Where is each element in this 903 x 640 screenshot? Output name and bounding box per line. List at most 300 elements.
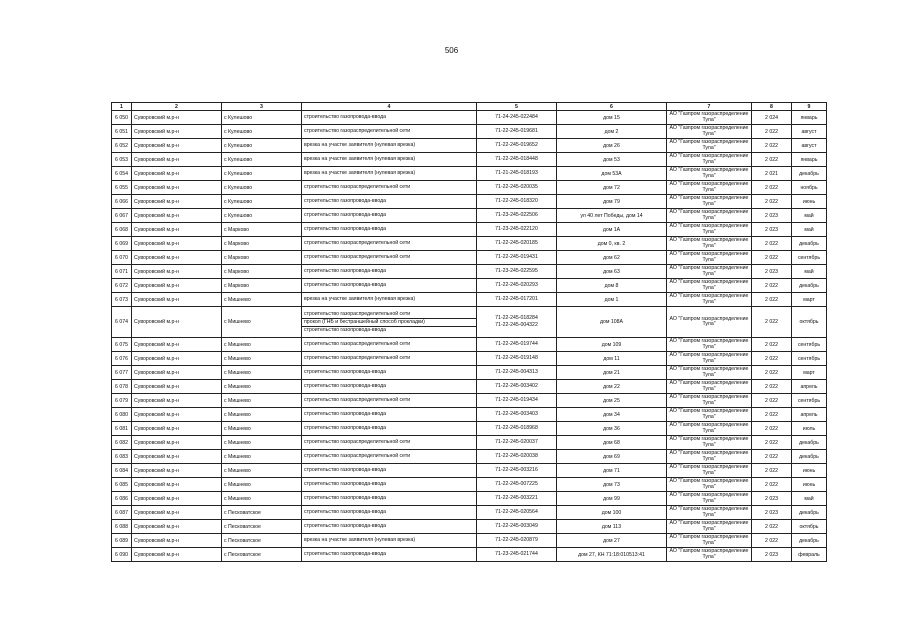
- address-cell: дом 63: [557, 265, 667, 279]
- code-cell: [477, 307, 557, 338]
- works-cell: [302, 338, 477, 352]
- works-cell: [302, 366, 477, 380]
- year-cell: 2 022: [752, 380, 792, 394]
- row-number: 6 086: [112, 492, 132, 506]
- table-row: [112, 478, 827, 492]
- settlement-cell: с Мишнево: [222, 436, 302, 450]
- month-cell: август: [792, 139, 827, 153]
- code-cell: [477, 237, 557, 251]
- row-number: 6 077: [112, 366, 132, 380]
- code-item: 71-22-245-020564: [495, 509, 538, 515]
- address-cell: дом 53А: [557, 167, 667, 181]
- code-item: 71-22-245-018448: [495, 156, 538, 162]
- year-cell: 2 022: [752, 307, 792, 338]
- address-cell: дом 34: [557, 408, 667, 422]
- year-cell: 2 022: [752, 422, 792, 436]
- year-cell: 2 023: [752, 223, 792, 237]
- settlement-cell: с Мишнево: [222, 293, 302, 307]
- address-cell: ул 40 лет Победы, дом 14: [557, 209, 667, 223]
- works-cell: [302, 408, 477, 422]
- code-item: 71-22-245-003221: [495, 495, 538, 501]
- year-cell: 2 023: [752, 492, 792, 506]
- row-number: 6 068: [112, 223, 132, 237]
- settlement-cell: с Мишнево: [222, 338, 302, 352]
- org-cell: АО "Газпром газораспределение Тула": [667, 251, 752, 265]
- code-cell: [477, 139, 557, 153]
- work-item: строительство газопровода-ввода: [304, 467, 387, 473]
- work-item: строительство газопровода-ввода: [304, 114, 387, 120]
- org-cell: АО "Газпром газораспределение Тула": [667, 125, 752, 139]
- address-cell: дом 11: [557, 352, 667, 366]
- address-cell: дом 1: [557, 293, 667, 307]
- table-row: [112, 251, 827, 265]
- district-cell: Суворовский м.р-н: [132, 450, 222, 464]
- year-cell: 2 022: [752, 450, 792, 464]
- month-cell: декабрь: [792, 436, 827, 450]
- district-cell: Суворовский м.р-н: [132, 111, 222, 125]
- code-cell: [477, 436, 557, 450]
- work-item: строительство газопровода-ввода: [304, 523, 387, 529]
- row-number: 6 071: [112, 265, 132, 279]
- code-item: 71-22-245-017201: [495, 296, 538, 302]
- district-cell: Суворовский м.р-н: [132, 153, 222, 167]
- settlement-cell: с Мишнево: [222, 450, 302, 464]
- code-item: 71-22-245-018968: [495, 425, 538, 431]
- table-row: [112, 223, 827, 237]
- table-row: [112, 209, 827, 223]
- month-cell: апрель: [792, 408, 827, 422]
- code-cell: [477, 534, 557, 548]
- code-item: 71-22-245-003049: [495, 523, 538, 529]
- works-cell: [302, 167, 477, 181]
- settlement-cell: с Песковатское: [222, 520, 302, 534]
- works-cell: [302, 422, 477, 436]
- row-number: 6 079: [112, 394, 132, 408]
- table-row: [112, 111, 827, 125]
- month-cell: май: [792, 223, 827, 237]
- district-cell: Суворовский м.р-н: [132, 125, 222, 139]
- code-item: 71-22-245-004313: [495, 369, 538, 375]
- works-cell: [302, 380, 477, 394]
- row-number: 6 084: [112, 464, 132, 478]
- code-item: 71-24-245-022484: [495, 114, 538, 120]
- settlement-cell: с Мишнево: [222, 366, 302, 380]
- district-cell: Суворовский м.р-н: [132, 338, 222, 352]
- district-cell: Суворовский м.р-н: [132, 366, 222, 380]
- address-cell: дом 109: [557, 338, 667, 352]
- year-cell: 2 022: [752, 520, 792, 534]
- code-cell: [477, 408, 557, 422]
- org-cell: АО "Газпром газораспределение Тула": [667, 307, 752, 338]
- row-number: 6 076: [112, 352, 132, 366]
- code-item: 71-22-245-019652: [495, 142, 538, 148]
- settlement-cell: с Мишнево: [222, 307, 302, 338]
- year-cell: 2 022: [752, 338, 792, 352]
- address-cell: дом 0, кв. 2: [557, 237, 667, 251]
- month-cell: июнь: [792, 478, 827, 492]
- works-cell: [302, 223, 477, 237]
- settlement-cell: с Марково: [222, 251, 302, 265]
- table-row: [112, 307, 827, 338]
- code-cell: [477, 209, 557, 223]
- district-cell: Суворовский м.р-н: [132, 279, 222, 293]
- address-cell: дом 36: [557, 422, 667, 436]
- address-cell: дом 69: [557, 450, 667, 464]
- table-row: [112, 181, 827, 195]
- org-cell: АО "Газпром газораспределение Тула": [667, 548, 752, 562]
- works-cell: [302, 237, 477, 251]
- district-cell: Суворовский м.р-н: [132, 265, 222, 279]
- year-cell: 2 022: [752, 293, 792, 307]
- row-number: 6 082: [112, 436, 132, 450]
- year-cell: 2 022: [752, 237, 792, 251]
- row-number: 6 078: [112, 380, 132, 394]
- work-item: строительство газопровода-ввода: [304, 326, 387, 333]
- work-item: строительство газопровода-ввода: [304, 282, 387, 288]
- org-cell: АО "Газпром газораспределение Тула": [667, 506, 752, 520]
- row-number: 6 073: [112, 293, 132, 307]
- settlement-cell: с Кулешово: [222, 153, 302, 167]
- table-row: [112, 450, 827, 464]
- settlement-cell: с Марково: [222, 265, 302, 279]
- works-cell: [302, 195, 477, 209]
- district-cell: Суворовский м.р-н: [132, 293, 222, 307]
- works-cell: [302, 153, 477, 167]
- table-row: [112, 293, 827, 307]
- code-cell: [477, 195, 557, 209]
- work-item: строительство газораспределительной сети: [304, 439, 411, 445]
- row-number: 6 054: [112, 167, 132, 181]
- district-cell: Суворовский м.р-н: [132, 139, 222, 153]
- code-cell: [477, 279, 557, 293]
- year-cell: 2 022: [752, 125, 792, 139]
- table-row: [112, 534, 827, 548]
- row-number: 6 075: [112, 338, 132, 352]
- month-cell: декабрь: [792, 450, 827, 464]
- year-cell: 2 022: [752, 139, 792, 153]
- work-item: строительство газопровода-ввода: [304, 481, 387, 487]
- code-cell: [477, 223, 557, 237]
- table-row: [112, 139, 827, 153]
- code-item: 71-22-245-020038: [495, 453, 538, 459]
- row-number: 6 089: [112, 534, 132, 548]
- code-item: 71-22-245-019434: [495, 397, 538, 403]
- row-number: 6 083: [112, 450, 132, 464]
- works-cell: [302, 534, 477, 548]
- district-cell: Суворовский м.р-н: [132, 380, 222, 394]
- code-cell: [477, 251, 557, 265]
- code-item: 71-23-245-022506: [495, 212, 538, 218]
- works-cell: [302, 265, 477, 279]
- month-cell: декабрь: [792, 279, 827, 293]
- code-cell: [477, 380, 557, 394]
- works-cell: [302, 506, 477, 520]
- district-cell: Суворовский м.р-н: [132, 181, 222, 195]
- code-item: 71-22-245-020037: [495, 439, 538, 445]
- address-cell: дом 62: [557, 251, 667, 265]
- month-cell: май: [792, 209, 827, 223]
- table-row: [112, 492, 827, 506]
- district-cell: Суворовский м.р-н: [132, 307, 222, 338]
- month-cell: декабрь: [792, 506, 827, 520]
- row-number: 6 087: [112, 506, 132, 520]
- org-cell: АО "Газпром газораспределение Тула": [667, 366, 752, 380]
- table-row: [112, 338, 827, 352]
- year-cell: 2 022: [752, 195, 792, 209]
- code-cell: [477, 492, 557, 506]
- month-cell: ноябрь: [792, 181, 827, 195]
- year-cell: 2 022: [752, 464, 792, 478]
- year-cell: 2 022: [752, 534, 792, 548]
- settlement-cell: с Песковатское: [222, 506, 302, 520]
- row-number: 6 066: [112, 195, 132, 209]
- settlement-cell: с Мишнево: [222, 492, 302, 506]
- org-cell: АО "Газпром газораспределение Тула": [667, 338, 752, 352]
- table-row: [112, 408, 827, 422]
- address-cell: дом 22: [557, 380, 667, 394]
- month-cell: сентябрь: [792, 338, 827, 352]
- year-cell: 2 023: [752, 548, 792, 562]
- settlement-cell: с Кулешово: [222, 139, 302, 153]
- settlement-cell: с Кулешово: [222, 111, 302, 125]
- work-item: строительство газораспределительной сети: [304, 341, 411, 347]
- row-number: 6 067: [112, 209, 132, 223]
- code-cell: [477, 548, 557, 562]
- work-item: строительство газораспределительной сети: [304, 397, 411, 403]
- org-cell: АО "Газпром газораспределение Тула": [667, 237, 752, 251]
- row-number: 6 080: [112, 408, 132, 422]
- address-cell: дом 113: [557, 520, 667, 534]
- table-row: [112, 548, 827, 562]
- works-cell: [302, 464, 477, 478]
- year-cell: 2 023: [752, 265, 792, 279]
- row-number: 6 088: [112, 520, 132, 534]
- month-cell: сентябрь: [792, 352, 827, 366]
- year-cell: 2 022: [752, 181, 792, 195]
- address-cell: дом 1А: [557, 223, 667, 237]
- org-cell: АО "Газпром газораспределение Тула": [667, 450, 752, 464]
- year-cell: 2 022: [752, 436, 792, 450]
- row-number: 6 069: [112, 237, 132, 251]
- table-row: [112, 506, 827, 520]
- district-cell: Суворовский м.р-н: [132, 394, 222, 408]
- settlement-cell: с Мишнево: [222, 408, 302, 422]
- year-cell: 2 022: [752, 352, 792, 366]
- year-cell: 2 022: [752, 408, 792, 422]
- month-cell: октябрь: [792, 520, 827, 534]
- works-cell: [302, 520, 477, 534]
- month-cell: январь: [792, 111, 827, 125]
- works-cell: [302, 436, 477, 450]
- row-number: 6 050: [112, 111, 132, 125]
- address-cell: дом 108А: [557, 307, 667, 338]
- work-item: врезка на участке заявителя (нулевая врезка): [304, 156, 416, 162]
- code-cell: [477, 352, 557, 366]
- settlement-cell: с Мишнево: [222, 422, 302, 436]
- table-row: [112, 380, 827, 394]
- district-cell: Суворовский м.р-н: [132, 534, 222, 548]
- district-cell: Суворовский м.р-н: [132, 223, 222, 237]
- address-cell: дом 26: [557, 139, 667, 153]
- work-item: строительство газораспределительной сети: [304, 254, 411, 260]
- row-number: 6 072: [112, 279, 132, 293]
- settlement-cell: с Кулешово: [222, 125, 302, 139]
- month-cell: сентябрь: [792, 251, 827, 265]
- col-header-6: 6: [557, 103, 667, 111]
- month-cell: декабрь: [792, 237, 827, 251]
- org-cell: АО "Газпром газораспределение Тула": [667, 492, 752, 506]
- code-cell: [477, 520, 557, 534]
- settlement-cell: с Марково: [222, 223, 302, 237]
- code-item: 71-22-245-019148: [495, 355, 538, 361]
- work-item: строительство газопровода-ввода: [304, 551, 387, 557]
- year-cell: 2 022: [752, 394, 792, 408]
- month-cell: март: [792, 366, 827, 380]
- row-number: 6 085: [112, 478, 132, 492]
- table-row: [112, 167, 827, 181]
- table-row: [112, 237, 827, 251]
- org-cell: АО "Газпром газораспределение Тула": [667, 167, 752, 181]
- settlement-cell: с Мишнево: [222, 380, 302, 394]
- works-cell: [302, 352, 477, 366]
- address-cell: дом 100: [557, 506, 667, 520]
- code-cell: [477, 111, 557, 125]
- code-item: 71-22-245-020293: [495, 282, 538, 288]
- table-row: [112, 153, 827, 167]
- district-cell: Суворовский м.р-н: [132, 352, 222, 366]
- year-cell: 2 023: [752, 209, 792, 223]
- year-cell: 2 024: [752, 111, 792, 125]
- table-row: [112, 464, 827, 478]
- district-cell: Суворовский м.р-н: [132, 209, 222, 223]
- code-cell: [477, 293, 557, 307]
- month-cell: май: [792, 492, 827, 506]
- work-item: врезка на участке заявителя (нулевая врезка): [304, 170, 416, 176]
- table-row: [112, 195, 827, 209]
- work-item: строительство газопровода-ввода: [304, 411, 387, 417]
- col-header-9: 9: [792, 103, 827, 111]
- work-item: строительство газопровода-ввода: [304, 383, 387, 389]
- work-item: строительство газораспределительной сети: [304, 184, 411, 190]
- district-cell: Суворовский м.р-н: [132, 520, 222, 534]
- code-item: 71-22-245-018320: [495, 198, 538, 204]
- year-cell: 2 022: [752, 366, 792, 380]
- works-cell: [302, 478, 477, 492]
- address-cell: дом 15: [557, 111, 667, 125]
- district-cell: Суворовский м.р-н: [132, 506, 222, 520]
- district-cell: Суворовский м.р-н: [132, 408, 222, 422]
- work-item: прокол (ГНБ и бестраншейный способ прокладки): [302, 319, 476, 327]
- settlement-cell: с Кулешово: [222, 209, 302, 223]
- district-cell: Суворовский м.р-н: [132, 251, 222, 265]
- district-cell: Суворовский м.р-н: [132, 548, 222, 562]
- org-cell: АО "Газпром газораспределение Тула": [667, 111, 752, 125]
- table-row: [112, 394, 827, 408]
- code-cell: [477, 125, 557, 139]
- settlement-cell: с Мишнево: [222, 464, 302, 478]
- code-item: 71-22-245-003403: [495, 411, 538, 417]
- work-item: врезка на участке заявителя (нулевая врезка): [304, 296, 416, 302]
- col-header-7: 7: [667, 103, 752, 111]
- org-cell: АО "Газпром газораспределение Тула": [667, 181, 752, 195]
- work-item: строительство газораспределительной сети: [302, 311, 476, 319]
- address-cell: дом 21: [557, 366, 667, 380]
- settlement-cell: с Марково: [222, 237, 302, 251]
- code-cell: [477, 478, 557, 492]
- district-cell: Суворовский м.р-н: [132, 195, 222, 209]
- settlement-cell: с Кулешово: [222, 167, 302, 181]
- table-body: [112, 111, 827, 562]
- org-cell: АО "Газпром газораспределение Тула": [667, 352, 752, 366]
- work-item: строительство газопровода-ввода: [304, 509, 387, 515]
- settlement-cell: с Кулешово: [222, 181, 302, 195]
- row-number: 6 052: [112, 139, 132, 153]
- year-cell: 2 022: [752, 478, 792, 492]
- district-cell: Суворовский м.р-н: [132, 436, 222, 450]
- address-cell: дом 2: [557, 125, 667, 139]
- works-cell: [302, 125, 477, 139]
- code-cell: [477, 422, 557, 436]
- work-item: строительство газораспределительной сети: [304, 453, 411, 459]
- org-cell: АО "Газпром газораспределение Тула": [667, 534, 752, 548]
- address-cell: дом 25: [557, 394, 667, 408]
- month-cell: июль: [792, 422, 827, 436]
- month-cell: июнь: [792, 195, 827, 209]
- district-cell: Суворовский м.р-н: [132, 478, 222, 492]
- settlement-cell: с Мишнево: [222, 352, 302, 366]
- code-item: 71-22-245-004322: [495, 322, 538, 328]
- table-row: [112, 436, 827, 450]
- table-row: [112, 125, 827, 139]
- org-cell: АО "Газпром газораспределение Тула": [667, 293, 752, 307]
- code-item: 71-23-245-022120: [495, 226, 538, 232]
- month-cell: январь: [792, 153, 827, 167]
- year-cell: 2 021: [752, 167, 792, 181]
- code-item: 71-22-245-018284: [495, 315, 538, 321]
- org-cell: АО "Газпром газораспределение Тула": [667, 436, 752, 450]
- month-cell: декабрь: [792, 534, 827, 548]
- month-cell: март: [792, 293, 827, 307]
- code-item: 71-22-245-019744: [495, 341, 538, 347]
- address-cell: дом 99: [557, 492, 667, 506]
- year-cell: 2 023: [752, 506, 792, 520]
- org-cell: АО "Газпром газораспределение Тула": [667, 195, 752, 209]
- address-cell: дом 27, КН 71:18:010513:41: [557, 548, 667, 562]
- register-table: [111, 102, 827, 562]
- district-cell: Суворовский м.р-н: [132, 237, 222, 251]
- settlement-cell: с Песковатское: [222, 548, 302, 562]
- code-item: 71-22-245-007225: [495, 481, 538, 487]
- district-cell: Суворовский м.р-н: [132, 492, 222, 506]
- work-item: строительство газопровода-ввода: [304, 369, 387, 375]
- settlement-cell: с Мишнево: [222, 478, 302, 492]
- address-cell: дом 53: [557, 153, 667, 167]
- org-cell: АО "Газпром газораспределение Тула": [667, 265, 752, 279]
- works-cell: [302, 492, 477, 506]
- work-item: строительство газораспределительной сети: [304, 128, 411, 134]
- org-cell: АО "Газпром газораспределение Тула": [667, 478, 752, 492]
- works-cell: [302, 307, 477, 338]
- month-cell: сентябрь: [792, 394, 827, 408]
- row-number: 6 051: [112, 125, 132, 139]
- org-cell: АО "Газпром газораспределение Тула": [667, 394, 752, 408]
- row-number: 6 053: [112, 153, 132, 167]
- table-row: [112, 520, 827, 534]
- row-number: 6 074: [112, 307, 132, 338]
- row-number: 6 081: [112, 422, 132, 436]
- org-cell: АО "Газпром газораспределение Тула": [667, 153, 752, 167]
- address-cell: дом 68: [557, 436, 667, 450]
